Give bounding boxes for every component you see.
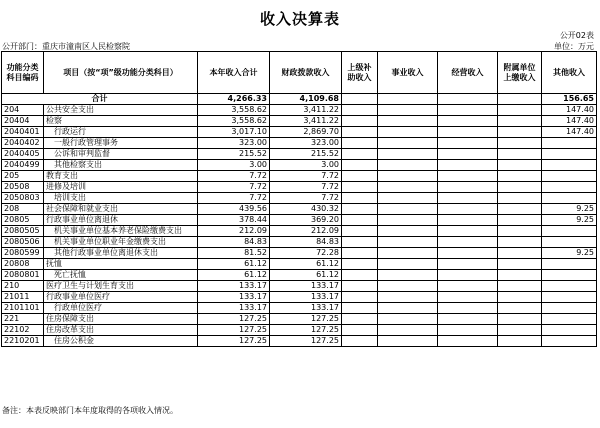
row-name: 医疗卫生与计划生育支出: [44, 281, 198, 292]
row-fiscal: 369.20: [270, 215, 342, 226]
header-business: 事业收入: [378, 52, 438, 94]
row-business: [378, 149, 438, 160]
table-row: [2, 149, 597, 160]
row-name: 住房公积金: [44, 336, 198, 347]
row-business: [378, 204, 438, 215]
row-fiscal: 127.25: [270, 325, 342, 336]
row-operating: [438, 127, 498, 138]
row-name: 公诉和审判监督: [44, 149, 198, 160]
row-other: [542, 193, 597, 204]
row-upper: [342, 281, 378, 292]
row-annual: 61.12: [198, 259, 270, 270]
row-annual: 3,558.62: [198, 116, 270, 127]
row-annual: 323.00: [198, 138, 270, 149]
row-fiscal: 212.09: [270, 226, 342, 237]
total-annual: 4,266.33: [198, 94, 270, 105]
row-business: [378, 248, 438, 259]
row-operating: [438, 325, 498, 336]
row-operating: [438, 248, 498, 259]
table-row: [2, 303, 597, 314]
row-annual: 212.09: [198, 226, 270, 237]
row-other: 9.25: [542, 215, 597, 226]
row-fiscal: 84.83: [270, 237, 342, 248]
row-name: 培训支出: [44, 193, 198, 204]
row-affiliated: [498, 248, 542, 259]
row-code: 2210201: [2, 336, 44, 347]
row-annual: 7.72: [198, 171, 270, 182]
row-business: [378, 259, 438, 270]
row-fiscal: 133.17: [270, 281, 342, 292]
row-other: [542, 336, 597, 347]
row-other: [542, 259, 597, 270]
row-other: [542, 171, 597, 182]
row-affiliated: [498, 325, 542, 336]
header-fiscal: 财政拨款收入: [270, 52, 342, 94]
row-annual: 127.25: [198, 325, 270, 336]
form-number: 公开02表: [559, 31, 594, 40]
row-operating: [438, 270, 498, 281]
row-business: [378, 336, 438, 347]
row-code: 20805: [2, 215, 44, 226]
row-other: 9.25: [542, 204, 597, 215]
row-other: [542, 226, 597, 237]
table-row: [2, 127, 597, 138]
row-affiliated: [498, 292, 542, 303]
row-name: 行政运行: [44, 127, 198, 138]
row-operating: [438, 204, 498, 215]
row-code: 22102: [2, 325, 44, 336]
row-fiscal: 61.12: [270, 270, 342, 281]
row-business: [378, 314, 438, 325]
row-other: 147.40: [542, 127, 597, 138]
row-annual: 133.17: [198, 292, 270, 303]
row-annual: 127.25: [198, 314, 270, 325]
row-other: [542, 314, 597, 325]
unit-label: 单位：万元: [554, 42, 594, 51]
row-upper: [342, 149, 378, 160]
row-affiliated: [498, 204, 542, 215]
row-upper: [342, 314, 378, 325]
row-fiscal: 133.17: [270, 292, 342, 303]
row-name: 其他检察支出: [44, 160, 198, 171]
row-upper: [342, 336, 378, 347]
row-other: [542, 325, 597, 336]
table-row: [2, 226, 597, 237]
row-upper: [342, 292, 378, 303]
row-affiliated: [498, 116, 542, 127]
row-name: 进修及培训: [44, 182, 198, 193]
row-annual: 378.44: [198, 215, 270, 226]
row-affiliated: [498, 127, 542, 138]
row-fiscal: 61.12: [270, 259, 342, 270]
row-operating: [438, 303, 498, 314]
row-operating: [438, 215, 498, 226]
row-other: [542, 281, 597, 292]
row-operating: [438, 182, 498, 193]
row-operating: [438, 237, 498, 248]
row-other: [542, 292, 597, 303]
total-business: [378, 94, 438, 105]
table-row: [2, 259, 597, 270]
row-annual: 81.52: [198, 248, 270, 259]
income-table: [1, 51, 597, 347]
row-fiscal: 133.17: [270, 303, 342, 314]
row-upper: [342, 160, 378, 171]
header-operating: 经营收入: [438, 52, 498, 94]
footnote: 备注：本表反映部门本年度取得的各项收入情况。: [2, 406, 178, 415]
row-code: 2101101: [2, 303, 44, 314]
row-upper: [342, 105, 378, 116]
row-operating: [438, 171, 498, 182]
row-upper: [342, 215, 378, 226]
row-fiscal: 3,411.22: [270, 116, 342, 127]
row-operating: [438, 105, 498, 116]
row-name: 检察: [44, 116, 198, 127]
row-code: 2080599: [2, 248, 44, 259]
row-code: 210: [2, 281, 44, 292]
row-other: 147.40: [542, 105, 597, 116]
row-affiliated: [498, 226, 542, 237]
row-affiliated: [498, 237, 542, 248]
header-upper-subsidy: 上级补助收入: [342, 52, 378, 94]
row-annual: 7.72: [198, 193, 270, 204]
row-operating: [438, 193, 498, 204]
total-upper: [342, 94, 378, 105]
row-annual: 7.72: [198, 182, 270, 193]
row-business: [378, 127, 438, 138]
table-row: [2, 160, 597, 171]
row-code: 204: [2, 105, 44, 116]
row-affiliated: [498, 160, 542, 171]
total-affiliated: [498, 94, 542, 105]
row-code: 2040499: [2, 160, 44, 171]
row-annual: 127.25: [198, 336, 270, 347]
row-business: [378, 193, 438, 204]
row-operating: [438, 336, 498, 347]
row-name: 社会保障和就业支出: [44, 204, 198, 215]
row-other: [542, 303, 597, 314]
row-operating: [438, 259, 498, 270]
row-code: 20404: [2, 116, 44, 127]
row-affiliated: [498, 149, 542, 160]
row-other: [542, 237, 597, 248]
row-fiscal: 7.72: [270, 193, 342, 204]
row-affiliated: [498, 105, 542, 116]
row-other: [542, 138, 597, 149]
row-fiscal: 7.72: [270, 171, 342, 182]
total-label: 合计: [2, 94, 198, 105]
table-row: [2, 248, 597, 259]
header-annual-income: 本年收入合计: [198, 52, 270, 94]
row-upper: [342, 138, 378, 149]
header-affiliated: 附属单位上缴收入: [498, 52, 542, 94]
row-affiliated: [498, 171, 542, 182]
row-name: 教育支出: [44, 171, 198, 182]
row-affiliated: [498, 138, 542, 149]
row-code: 2040401: [2, 127, 44, 138]
row-business: [378, 281, 438, 292]
row-name: 一般行政管理事务: [44, 138, 198, 149]
row-annual: 61.12: [198, 270, 270, 281]
header-code: 功能分类科目编码: [2, 52, 44, 94]
row-code: 2080801: [2, 270, 44, 281]
row-other: 147.40: [542, 116, 597, 127]
row-name: 住房改革支出: [44, 325, 198, 336]
row-code: 2080506: [2, 237, 44, 248]
row-code: 208: [2, 204, 44, 215]
header-other: 其他收入: [542, 52, 597, 94]
row-fiscal: 430.32: [270, 204, 342, 215]
table-row: [2, 138, 597, 149]
row-annual: 215.52: [198, 149, 270, 160]
row-upper: [342, 325, 378, 336]
table-row: [2, 314, 597, 325]
row-annual: 133.17: [198, 303, 270, 314]
row-upper: [342, 248, 378, 259]
total-row: [2, 94, 597, 105]
row-other: [542, 149, 597, 160]
total-operating: [438, 94, 498, 105]
header-item: 项目（按“项”级功能分类科目）: [44, 52, 198, 94]
row-annual: 439.56: [198, 204, 270, 215]
table-row: [2, 281, 597, 292]
row-annual: 3.00: [198, 160, 270, 171]
row-fiscal: 3.00: [270, 160, 342, 171]
row-business: [378, 105, 438, 116]
table-row: [2, 182, 597, 193]
row-name: 行政事业单位离退休: [44, 215, 198, 226]
row-other: [542, 182, 597, 193]
total-fiscal: 4,109.68: [270, 94, 342, 105]
row-affiliated: [498, 303, 542, 314]
row-code: 20508: [2, 182, 44, 193]
row-upper: [342, 193, 378, 204]
row-code: 221: [2, 314, 44, 325]
row-upper: [342, 226, 378, 237]
row-upper: [342, 270, 378, 281]
row-business: [378, 292, 438, 303]
row-name: 机关事业单位职业年金缴费支出: [44, 237, 198, 248]
table-row: [2, 116, 597, 127]
row-name: 机关事业单位基本养老保险缴费支出: [44, 226, 198, 237]
row-operating: [438, 292, 498, 303]
table-row: [2, 292, 597, 303]
table-row: [2, 193, 597, 204]
row-business: [378, 270, 438, 281]
row-operating: [438, 226, 498, 237]
row-upper: [342, 259, 378, 270]
row-name: 公共安全支出: [44, 105, 198, 116]
row-affiliated: [498, 336, 542, 347]
row-annual: 3,017.10: [198, 127, 270, 138]
row-operating: [438, 160, 498, 171]
row-upper: [342, 127, 378, 138]
row-annual: 84.83: [198, 237, 270, 248]
row-operating: [438, 314, 498, 325]
row-upper: [342, 171, 378, 182]
row-name: 行政单位医疗: [44, 303, 198, 314]
table-row: [2, 325, 597, 336]
row-operating: [438, 281, 498, 292]
row-upper: [342, 303, 378, 314]
row-fiscal: 72.28: [270, 248, 342, 259]
row-fiscal: 323.00: [270, 138, 342, 149]
row-code: 2040405: [2, 149, 44, 160]
row-affiliated: [498, 215, 542, 226]
row-business: [378, 182, 438, 193]
row-affiliated: [498, 259, 542, 270]
row-other: [542, 160, 597, 171]
row-business: [378, 303, 438, 314]
table-row: [2, 105, 597, 116]
row-business: [378, 325, 438, 336]
row-business: [378, 226, 438, 237]
row-code: 2040402: [2, 138, 44, 149]
row-name: 其他行政事业单位离退休支出: [44, 248, 198, 259]
row-affiliated: [498, 270, 542, 281]
row-other: [542, 270, 597, 281]
row-business: [378, 215, 438, 226]
row-affiliated: [498, 281, 542, 292]
row-upper: [342, 237, 378, 248]
row-operating: [438, 149, 498, 160]
row-business: [378, 138, 438, 149]
table-row: [2, 270, 597, 281]
row-name: 死亡抚恤: [44, 270, 198, 281]
table-body: [2, 94, 597, 347]
table-row: [2, 215, 597, 226]
row-name: 住房保障支出: [44, 314, 198, 325]
table-row: [2, 336, 597, 347]
table-row: [2, 171, 597, 182]
row-affiliated: [498, 182, 542, 193]
row-code: 205: [2, 171, 44, 182]
page-title: 收入决算表: [259, 10, 340, 28]
department-label: 公开部门：重庆市潼南区人民检察院: [2, 42, 130, 51]
row-annual: 3,558.62: [198, 105, 270, 116]
row-fiscal: 127.25: [270, 314, 342, 325]
row-name: 抚恤: [44, 259, 198, 270]
row-code: 20808: [2, 259, 44, 270]
row-code: 21011: [2, 292, 44, 303]
row-name: 行政事业单位医疗: [44, 292, 198, 303]
row-upper: [342, 182, 378, 193]
row-code: 2080505: [2, 226, 44, 237]
row-business: [378, 160, 438, 171]
row-fiscal: 127.25: [270, 336, 342, 347]
row-affiliated: [498, 314, 542, 325]
table-row: [2, 204, 597, 215]
row-upper: [342, 116, 378, 127]
row-operating: [438, 116, 498, 127]
total-other: 156.65: [542, 94, 597, 105]
row-fiscal: 2,869.70: [270, 127, 342, 138]
row-code: 2050803: [2, 193, 44, 204]
row-fiscal: 215.52: [270, 149, 342, 160]
row-other: 9.25: [542, 248, 597, 259]
row-operating: [438, 138, 498, 149]
row-fiscal: 3,411.22: [270, 105, 342, 116]
row-affiliated: [498, 193, 542, 204]
row-business: [378, 171, 438, 182]
table-row: [2, 237, 597, 248]
row-business: [378, 237, 438, 248]
row-business: [378, 116, 438, 127]
row-annual: 133.17: [198, 281, 270, 292]
row-fiscal: 7.72: [270, 182, 342, 193]
row-upper: [342, 204, 378, 215]
